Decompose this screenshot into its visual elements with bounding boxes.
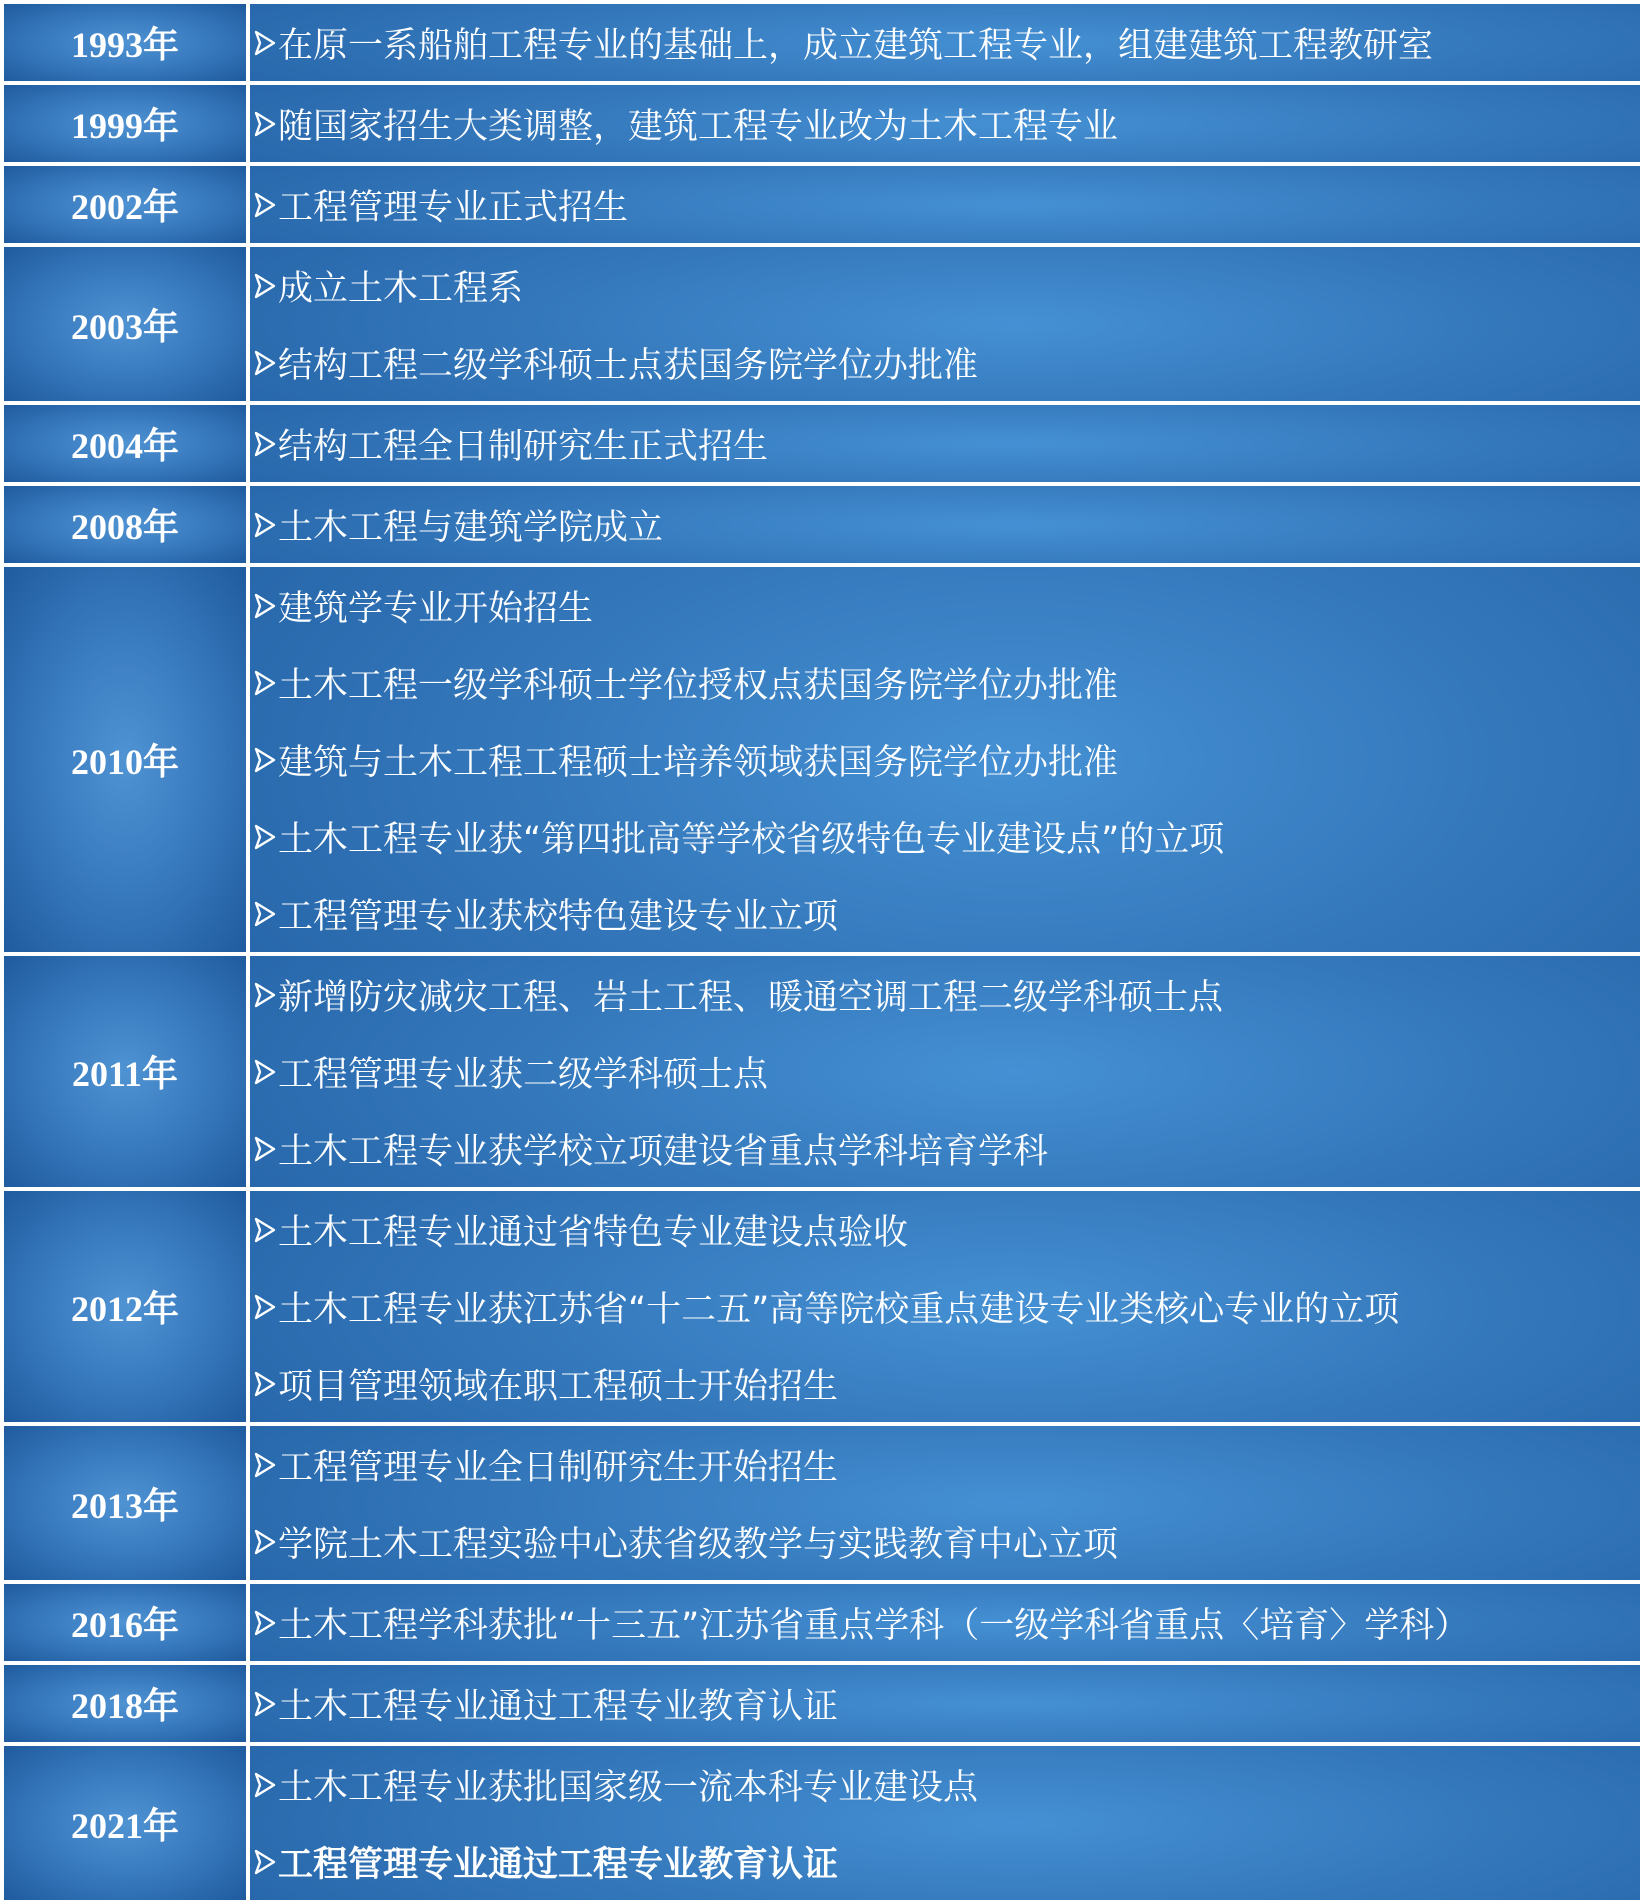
arrow-bullet-icon — [254, 1134, 276, 1164]
timeline-row — [4, 4, 1640, 85]
event-text: 土木工程专业通过工程专业教育认证 — [278, 1686, 839, 1727]
timeline-row — [4, 247, 1640, 405]
event-text: 土木工程专业获“第四批高等学校省级特色专业建设点”的立项 — [278, 819, 1225, 860]
timeline-row — [4, 567, 1640, 956]
event-text: 建筑与土木工程工程硕士培养领域获国务院学位办批准 — [278, 742, 1119, 783]
event-text: 新增防灾减灾工程、岩土工程、暖通空调工程二级学科硕士点 — [278, 977, 1224, 1018]
event-item — [250, 486, 1640, 563]
events-cell — [250, 166, 1640, 243]
events-cell — [250, 405, 1640, 482]
arrow-bullet-icon — [254, 1057, 276, 1087]
timeline-row — [4, 1746, 1640, 1904]
arrow-bullet-icon — [254, 1770, 276, 1800]
event-item — [250, 247, 1640, 324]
year-label: 2008年 — [4, 486, 250, 563]
arrow-bullet-icon — [254, 28, 276, 58]
events-cell — [250, 956, 1640, 1187]
event-text: 结构工程二级学科硕士点获国务院学位办批准 — [278, 345, 979, 386]
events-cell — [250, 486, 1640, 563]
arrow-bullet-icon — [254, 822, 276, 852]
event-text: 土木工程一级学科硕士学位授权点获国务院学位办批准 — [278, 665, 1119, 706]
timeline-row — [4, 1191, 1640, 1426]
year-label: 2011年 — [4, 956, 250, 1187]
event-text: 在原一系船舶工程专业的基础上，成立建筑工程专业，组建建筑工程教研室 — [278, 25, 1434, 66]
arrow-bullet-icon — [254, 1527, 276, 1557]
events-cell — [250, 1426, 1640, 1580]
arrow-bullet-icon — [254, 1608, 276, 1638]
year-label: 2016年 — [4, 1584, 250, 1661]
event-item — [250, 1426, 1640, 1503]
arrow-bullet-icon — [254, 745, 276, 775]
timeline-row — [4, 405, 1640, 486]
event-item — [250, 166, 1640, 243]
timeline-row — [4, 486, 1640, 567]
arrow-bullet-icon — [254, 271, 276, 301]
event-item — [250, 1823, 1640, 1900]
timeline-row — [4, 166, 1640, 247]
timeline-row — [4, 956, 1640, 1191]
event-text: 土木工程专业获学校立项建设省重点学科培育学科 — [278, 1131, 1049, 1172]
event-item — [250, 1110, 1640, 1187]
event-item — [250, 875, 1640, 952]
year-label: 2002年 — [4, 166, 250, 243]
arrow-bullet-icon — [254, 1450, 276, 1480]
timeline-row — [4, 1584, 1640, 1665]
event-item — [250, 567, 1640, 644]
event-text: 工程管理专业全日制研究生开始招生 — [278, 1447, 839, 1488]
event-item — [250, 85, 1640, 162]
arrow-bullet-icon — [254, 1369, 276, 1399]
timeline-row — [4, 85, 1640, 166]
event-text: 工程管理专业获校特色建设专业立项 — [278, 896, 839, 937]
event-item — [250, 1746, 1640, 1823]
events-cell — [250, 1191, 1640, 1422]
event-text: 土木工程专业通过省特色专业建设点验收 — [278, 1212, 909, 1253]
event-text: 土木工程专业获批国家级一流本科专业建设点 — [278, 1767, 979, 1808]
events-cell — [250, 567, 1640, 952]
arrow-bullet-icon — [254, 899, 276, 929]
event-item — [250, 1191, 1640, 1268]
arrow-bullet-icon — [254, 1689, 276, 1719]
events-cell — [250, 1584, 1640, 1661]
event-item — [250, 324, 1640, 401]
arrow-bullet-icon — [254, 1292, 276, 1322]
event-item — [250, 1503, 1640, 1580]
events-cell — [250, 85, 1640, 162]
events-cell — [250, 1746, 1640, 1900]
event-item — [250, 721, 1640, 798]
event-text: 随国家招生大类调整，建筑工程专业改为土木工程专业 — [278, 106, 1119, 147]
arrow-bullet-icon — [254, 429, 276, 459]
events-cell — [250, 1665, 1640, 1742]
event-text: 建筑学专业开始招生 — [278, 588, 594, 629]
event-text: 工程管理专业获二级学科硕士点 — [278, 1054, 769, 1095]
event-text: 结构工程全日制研究生正式招生 — [278, 426, 769, 467]
event-item — [250, 1665, 1640, 1742]
year-label: 2018年 — [4, 1665, 250, 1742]
event-text: 土木工程与建筑学院成立 — [278, 507, 664, 548]
event-item — [250, 798, 1640, 875]
events-cell — [250, 247, 1640, 401]
year-label: 2012年 — [4, 1191, 250, 1422]
year-label: 2003年 — [4, 247, 250, 401]
timeline-row — [4, 1665, 1640, 1746]
event-text: 土木工程专业获江苏省“十二五”高等院校重点建设专业类核心专业的立项 — [278, 1289, 1400, 1330]
arrow-bullet-icon — [254, 668, 276, 698]
year-label: 2004年 — [4, 405, 250, 482]
arrow-bullet-icon — [254, 980, 276, 1010]
year-label: 2021年 — [4, 1746, 250, 1900]
arrow-bullet-icon — [254, 109, 276, 139]
event-item — [250, 1345, 1640, 1422]
event-item — [250, 405, 1640, 482]
event-text: 学院土木工程实验中心获省级教学与实践教育中心立项 — [278, 1524, 1119, 1565]
year-label: 1999年 — [4, 85, 250, 162]
events-cell — [250, 4, 1640, 81]
event-text: 土木工程学科获批“十三五”江苏省重点学科（一级学科省重点〈培育〉学科） — [278, 1605, 1470, 1646]
event-item — [250, 644, 1640, 721]
event-text: 工程管理专业通过工程专业教育认证 — [278, 1844, 839, 1885]
timeline-table — [4, 4, 1640, 1904]
year-label: 2013年 — [4, 1426, 250, 1580]
arrow-bullet-icon — [254, 591, 276, 621]
arrow-bullet-icon — [254, 190, 276, 220]
timeline-row — [4, 1426, 1640, 1584]
event-item — [250, 956, 1640, 1033]
event-text: 工程管理专业正式招生 — [278, 187, 629, 228]
year-label: 2010年 — [4, 567, 250, 952]
event-item — [250, 4, 1640, 81]
event-text: 成立土木工程系 — [278, 268, 524, 309]
event-item — [250, 1584, 1640, 1661]
year-label: 1993年 — [4, 4, 250, 81]
arrow-bullet-icon — [254, 510, 276, 540]
arrow-bullet-icon — [254, 1215, 276, 1245]
arrow-bullet-icon — [254, 348, 276, 378]
event-text: 项目管理领域在职工程硕士开始招生 — [278, 1366, 839, 1407]
event-item — [250, 1033, 1640, 1110]
arrow-bullet-icon — [254, 1847, 276, 1877]
event-item — [250, 1268, 1640, 1345]
